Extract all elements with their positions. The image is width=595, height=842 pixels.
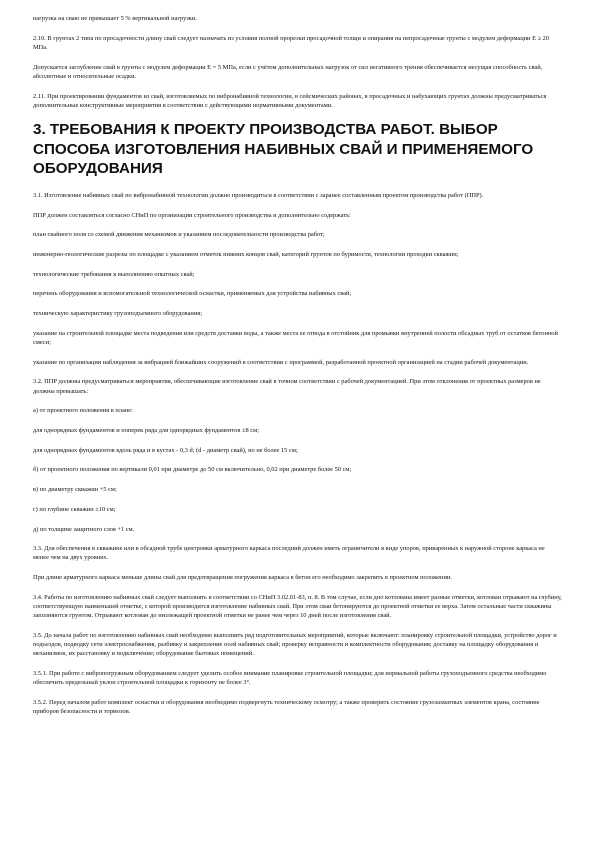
paragraph: При длине арматурного каркаса меньше длины свай для предотвращения погружения каркаса в бетон его необходимо закрепить в проектном положении.	[33, 574, 452, 582]
paragraph: 2.10. В грунтах 2 типа по просадочности длину свай следует назначать из условия полной прорезки просадочной толщи и опирания на непросадочные грунты с модулем деформации E ≥ 20 МПа.	[33, 34, 550, 51]
paragraph: Допускается заглубление свай в грунты с модулем деформации E = 5 МПа, если с учётом дополнительных нагрузок от сил негативного трения обеспечивается несущая способность свай, абсолютные и относительные осадки.	[33, 63, 543, 80]
paragraph: 2.11. При проектировании фундаментов из свай, изготовляемых по вибронабивной технологии, в сейсмических районах, в просадочных и набухающих грунтах должны предусматриваться дополнительные конструктивные мероприятия в соответствии с действующими нормативными документами.	[33, 92, 547, 109]
paragraph: нагрузка на сваю не превышает 5 % вертикальной нагрузки.	[33, 15, 197, 22]
paragraph: технологические требования к выполнению опытных свай;	[33, 270, 195, 278]
paragraph: для однорядных фундаментов и поперек ряда для однорядных фундаментов ±8 см;	[33, 427, 259, 435]
paragraph: б) от проектного положения по вертикали 0,01 при диаметре до 50 см включительно, 0,02 при диаметре более 50 см;	[33, 466, 352, 474]
paragraph: в) по диаметру скважин +5 см;	[33, 486, 117, 494]
section-heading: 3. ТРЕБОВАНИЯ К ПРОЕКТУ ПРОИЗВОДСТВА РАБОТ. ВЫБОР СПОСОБА ИЗГОТОВЛЕНИЯ НАБИВНЫХ СВАЙ И ПРИМЕНЯЕМОГО ОБОРУДОВАНИЯ	[33, 121, 534, 178]
paragraph: 3.5.1. При работе с вибропогружным оборудованием следует уделить особое внимание планировке строительной площадки; для нормальной работы грузоподъемного средства необходимо обеспечить предельный уклон строительной площадки к горизонту не более 3°.	[33, 670, 547, 687]
paragraph: 3.1. Изготовление набивных свай по вибронабивной технологии должно производиться в соответствии с заранее составленным проектом производства работ (ППР).	[33, 191, 484, 199]
paragraph: перечень оборудования и вспомогательной технологической оснастки, применяемых для устройства набивных свай;	[33, 290, 352, 298]
paragraph: техническую характеристику грузоподъемного оборудования;	[33, 310, 202, 318]
paragraph: указание по организации наблюдения за вибрацией ближайших сооружений в соответствии с программой, разработанной проектной организацией на стадии рабочей документации.	[33, 358, 529, 366]
paragraph: инженерно-геологические разрезы по площадке с указанием отметок нижних концов свай, категорий грунтов по буримости, технологии проходки скважин;	[33, 251, 459, 259]
paragraph: д) по толщине защитного слоя +1 см.	[33, 525, 135, 533]
paragraph: план свайного поля со схемой движения механизмов и указанием последовательности производства работ;	[33, 231, 325, 239]
paragraph: 3.3. Для обеспечения в скважине или в обсадной трубе центровки арматурного каркаса последний должен иметь ограничители в виде упоров, приваренных к наружной стороне каркаса не менее чем на двух уровнях.	[33, 545, 545, 562]
paragraph: для однорядных фундаментов вдоль ряда и в кустах - 0,3 d; (d - диаметр свай), но не более 15 см;	[33, 446, 298, 454]
paragraph: г) по глубине скважин ±10 см;	[33, 505, 116, 513]
paragraph: 3.2. ППР должны предусматриваться мероприятия, обеспечивающие изготовление свай в точном соответствии с рабочей документацией. При этом отклонения от проектных размеров не должны превышать:	[33, 378, 541, 395]
paragraph: 3.5.2. Перед началом работ комплект оснастки и оборудования необходимо подвергнуть техническому осмотру; а также проверить состояние грузозахватных элементов крана, состояние приборов безопасности и тормозов.	[33, 699, 540, 716]
paragraph: а) от проектного положения в плане:	[33, 407, 133, 415]
paragraph: 3.5. До начала работ по изготовлению набивных свай необходимо выполнить ряд подготовительных мероприятий, которые включают: планировку строительной площадки, устройство дорог и подъездов, подводку сети электроснабжения, разбивку и закрепление осей набивных свай; проверку исправности и комплектности оборудования; доставку на площадку оборудования и механизмов, их расстановку и подключение; оборудование бытовых помещений.	[33, 632, 557, 658]
paragraph: 3.4. Работы по изготовлению набивных свай следует выполнять в соответствии со СНиП 3.02.01-83, п. 8. В том случае, если дно котлована имеет разные отметки, котлован отрывают на глубину, соответствующую наименьшей отметке, с которой производится изготовление набивных свай. При этом сваи бетонируются до проектной отметки ее верха. Затем остальные части скважины заполняются грунтом. Отрывают котлован до низлежащей проектной отметки не ранее чем через 10 дней после изготовления свай.	[33, 593, 562, 620]
paragraph: указание на строительной площадке места подведения или средств доставки воды, а также места ее отвода в отстойник для промывки внутренней полости обсадных труб от остатков бетонной смеси;	[33, 329, 558, 347]
paragraph: ППР должен составляться согласно СНиП по организации строительного производства и дополнительно содержать:	[33, 211, 351, 219]
